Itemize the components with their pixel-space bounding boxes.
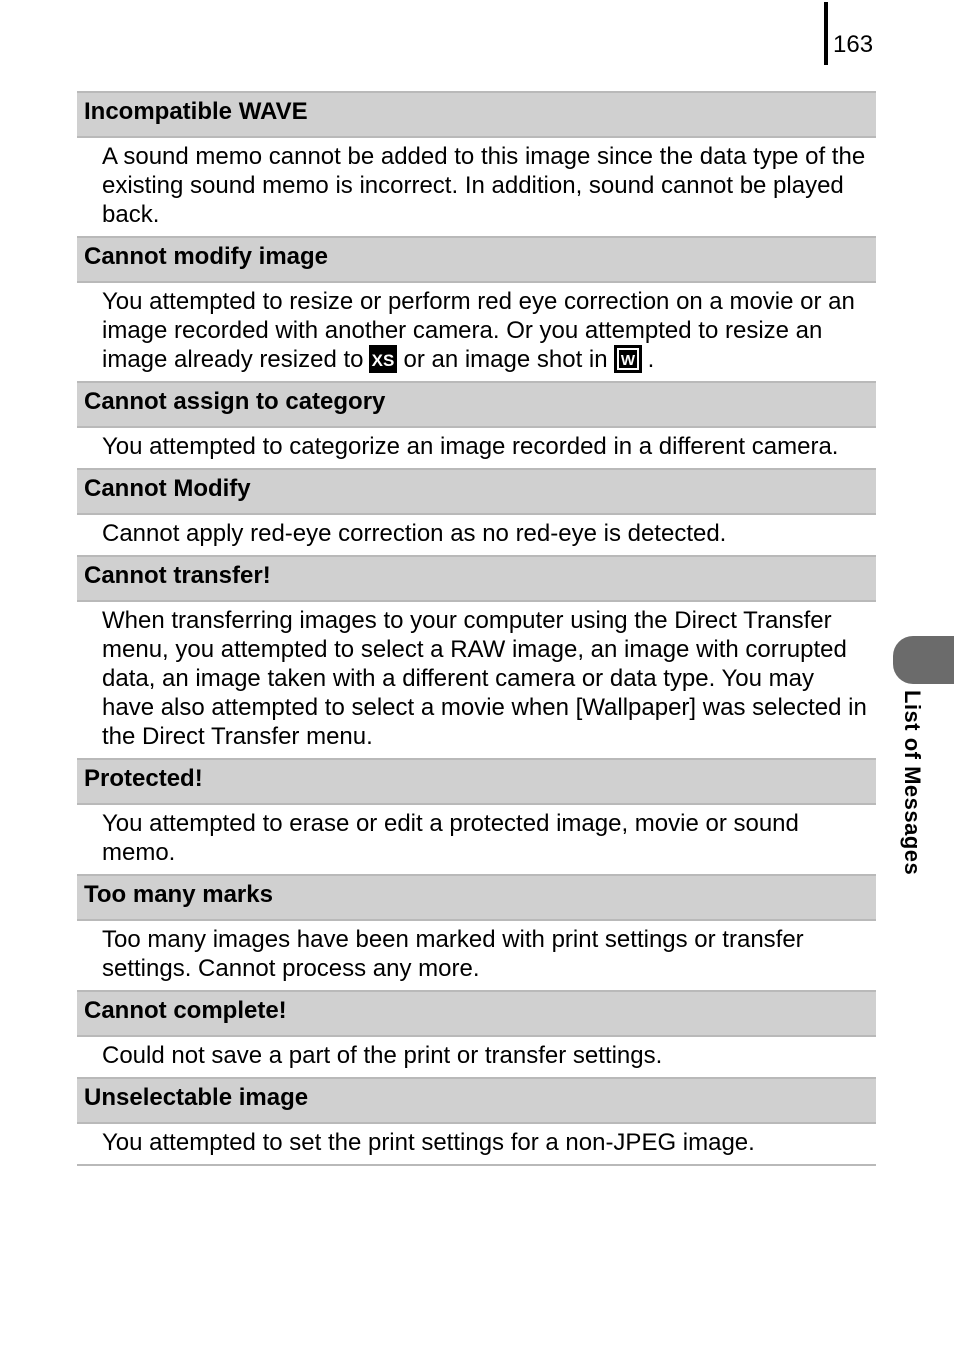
- message-title: Cannot transfer!: [77, 555, 876, 600]
- message-entry: [77, 468, 876, 555]
- description-text: or an image shot in: [403, 346, 608, 373]
- message-title: Cannot assign to category: [77, 381, 876, 426]
- chapter-tab-marker: [893, 636, 954, 684]
- xs-resolution-icon: [369, 345, 397, 373]
- message-title: Cannot Modify: [77, 468, 876, 513]
- message-table: [77, 91, 876, 1166]
- w-icon-label: W: [620, 352, 635, 369]
- message-title: Cannot modify image: [77, 236, 876, 281]
- message-description: You attempted to erase or edit a protected image, movie or sound memo.: [77, 803, 876, 874]
- message-title: Protected!: [77, 758, 876, 803]
- message-description: You attempted to categorize an image recorded in a different camera.: [77, 426, 876, 468]
- message-description: You attempted to set the print settings for a non-JPEG image.: [77, 1122, 876, 1164]
- widescreen-mode-icon: [614, 345, 642, 373]
- page-number: 163: [833, 31, 874, 58]
- page-number-rule: [824, 2, 828, 65]
- message-title: Cannot complete!: [77, 990, 876, 1035]
- description-text: .: [647, 346, 655, 373]
- message-entry: [77, 758, 876, 874]
- message-entry: [77, 91, 876, 236]
- message-description: Cannot apply red-eye correction as no red-eye is detected.: [77, 513, 876, 555]
- message-description: A sound memo cannot be added to this image since the data type of the existing sound memo is incorrect. In addition, sound cannot be played back.: [77, 136, 876, 236]
- chapter-tab-label: List of Messages: [900, 690, 925, 876]
- message-entry: [77, 874, 876, 990]
- message-description: Could not save a part of the print or transfer settings.: [77, 1035, 876, 1077]
- message-entry: [77, 236, 876, 381]
- message-entry: [77, 990, 876, 1077]
- description-text: You attempted to resize or perform red eye correction on a movie or an image recorded with another camera. Or you attempted to resize an image already resized to: [102, 288, 855, 373]
- message-description: [77, 281, 876, 381]
- message-entry: [77, 555, 876, 758]
- message-title: Incompatible WAVE: [77, 91, 876, 136]
- message-description: When transferring images to your computer using the Direct Transfer menu, you attempted to select a RAW image, an image with corrupted data, an image taken with a different camera or data type. You may have also attempted to select a movie when [Wallpaper] was selected in the Direct Transfer menu.: [77, 600, 876, 758]
- message-title: Unselectable image: [77, 1077, 876, 1122]
- message-description: Too many images have been marked with print settings or transfer settings. Cannot process any more.: [77, 919, 876, 990]
- message-entry: [77, 381, 876, 468]
- message-title: Too many marks: [77, 874, 876, 919]
- xs-icon-label: XS: [372, 351, 395, 370]
- message-entry: [77, 1077, 876, 1164]
